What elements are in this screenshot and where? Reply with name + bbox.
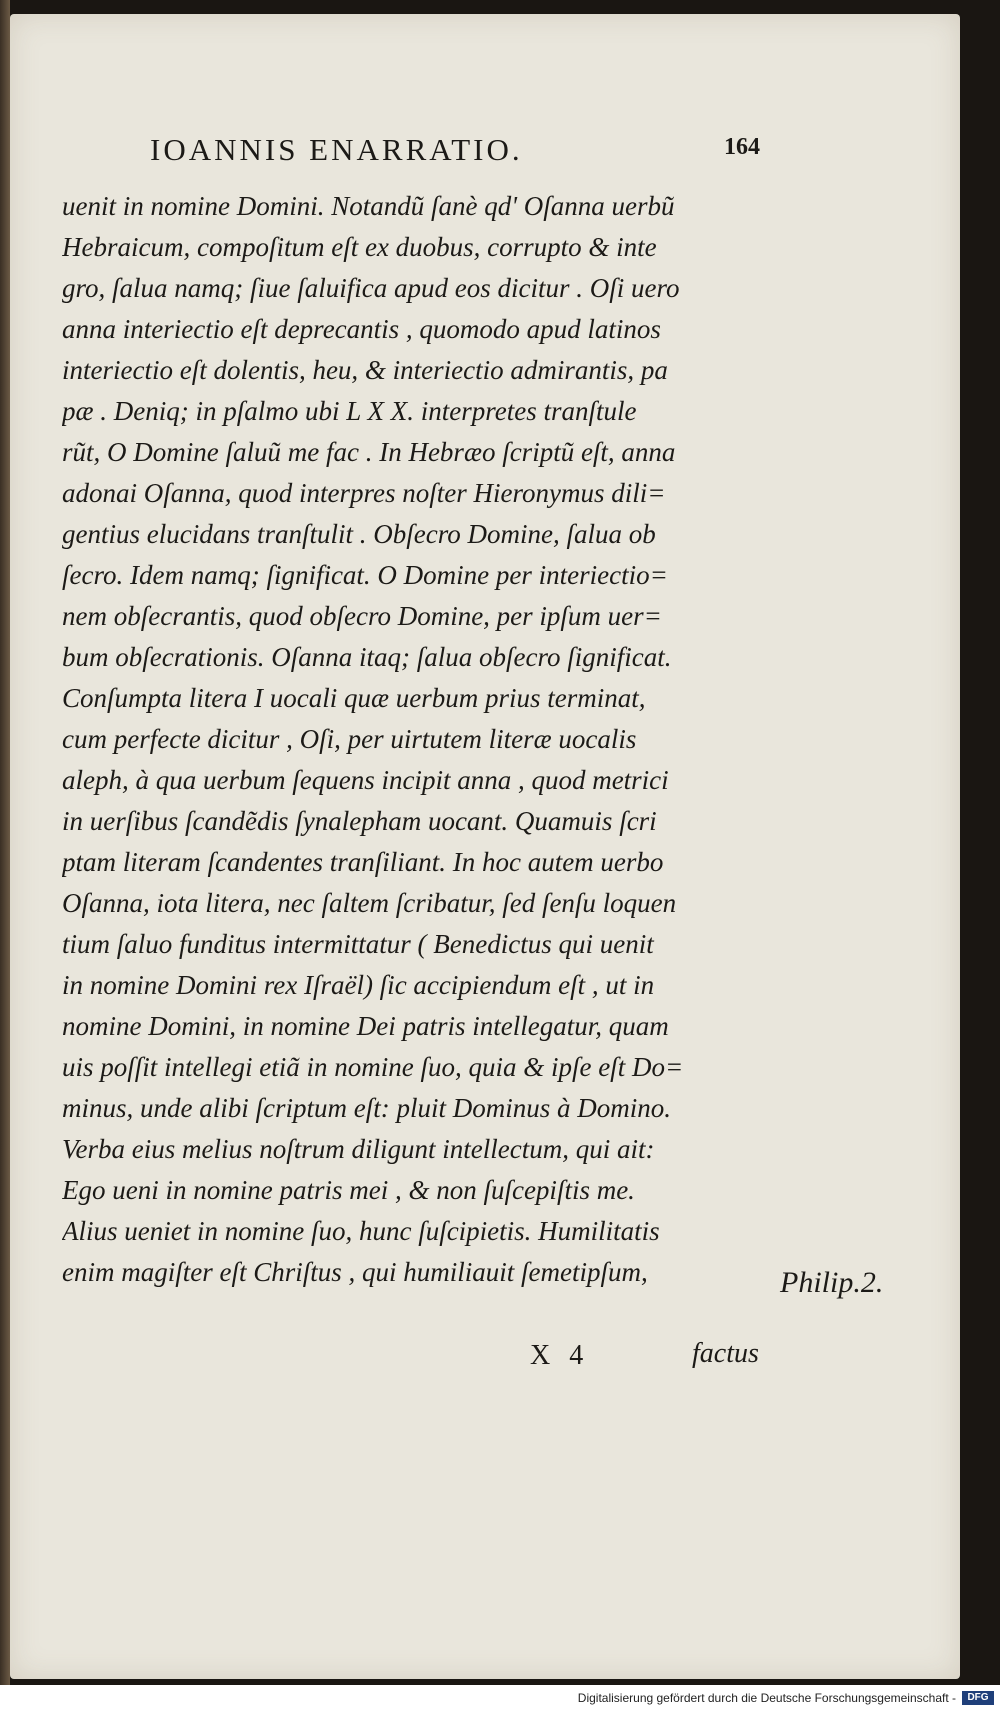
text-line: gro, ſalua namq; ſiue ſaluifica apud eos dicitur . Oſi uero — [62, 273, 680, 303]
text-line: Oſanna, iota litera, nec ſaltem ſcribatur, ſed ſenſu loquen — [62, 888, 677, 918]
signature-mark: X 4 — [530, 1340, 590, 1371]
text-line: adonai Oſanna, quod interpres noſter Hieronymus dili= — [62, 478, 666, 508]
text-line: ptam literam ſcandentes tranſiliant. In hoc autem uerbo — [62, 847, 664, 877]
text-line: Conſumpta litera I uocali quæ uerbum prius terminat, — [62, 683, 646, 713]
text-line: Ego ueni in nomine patris mei , & non ſuſcepiſtis me. — [62, 1175, 635, 1205]
text-line: ſecro. Idem namq; ſignificat. O Domine per interiectio= — [62, 560, 668, 590]
text-line: interiectio eſt dolentis, heu, & interiectio admirantis, pa — [62, 355, 668, 385]
text-line: Verba eius melius noſtrum diligunt intellectum, qui ait: — [62, 1134, 655, 1164]
text-line: in uerſibus ſcandẽdis ſynalepham uocant. Quamuis ſcri — [62, 806, 657, 836]
catchword: factus — [692, 1338, 759, 1369]
text-line: Alius ueniet in nomine ſuo, hunc ſuſcipietis. Humilitatis — [62, 1216, 660, 1246]
text-line: enim magiſter eſt Chriſtus , qui humiliauit ſemetipſum, — [62, 1257, 648, 1287]
text-line: pæ . Deniq; in pſalmo ubi L X X. interpretes tranſtule — [62, 396, 637, 426]
book-page — [10, 14, 960, 1679]
text-line: Hebraicum, compoſitum eſt ex duobus, corrupto & inte — [62, 232, 657, 262]
text-line: aleph, à qua uerbum ſequens incipit anna , quod metrici — [62, 765, 669, 795]
text-line: bum obſecrationis. Oſanna itaq; ſalua obſecro ſignificat. — [62, 642, 672, 672]
text-line: gentius elucidans tranſtulit . Obſecro Domine, ſalua ob — [62, 519, 656, 549]
text-line: minus, unde alibi ſcriptum eſt: pluit Dominus à Domino. — [62, 1093, 671, 1123]
text-line: tium ſaluo funditus intermittatur ( Benedictus qui uenit — [62, 929, 654, 959]
text-line: nomine Domini, in nomine Dei patris intellegatur, quam — [62, 1011, 669, 1041]
text-line: cum perfecte dicitur , Oſi, per uirtutem literæ uocalis — [62, 724, 637, 754]
book-spine-edge — [0, 0, 10, 1709]
page-number: 164 — [724, 134, 760, 160]
page-header — [140, 132, 760, 172]
dfg-logo: DFG — [962, 1691, 994, 1705]
marginal-note: Philip.2. — [780, 1266, 884, 1299]
text-line: anna interiectio eſt deprecantis , quomodo apud latinos — [62, 314, 661, 344]
text-line: nem obſecrantis, quod obſecro Domine, per ipſum uer= — [62, 601, 662, 631]
body-text — [62, 186, 772, 1293]
running-head: IOANNIS ENARRATIO. — [150, 132, 523, 167]
text-line: in nomine Domini rex Iſraël) ſic accipiendum eſt , ut in — [62, 970, 655, 1000]
digitization-footer — [0, 1685, 1000, 1709]
text-line: uis poſſit intellegi etiã in nomine ſuo, quia & ipſe eſt Do= — [62, 1052, 684, 1082]
text-line: rũt, O Domine ſaluũ me fac . In Hebræo ſcriptũ eſt, anna — [62, 437, 676, 467]
footer-credit: Digitalisierung gefördert durch die Deutsche Forschungsgemeinschaft - — [577, 1691, 956, 1705]
text-line: uenit in nomine Domini. Notandũ ſanè qd' Oſanna uerbũ — [62, 191, 675, 221]
